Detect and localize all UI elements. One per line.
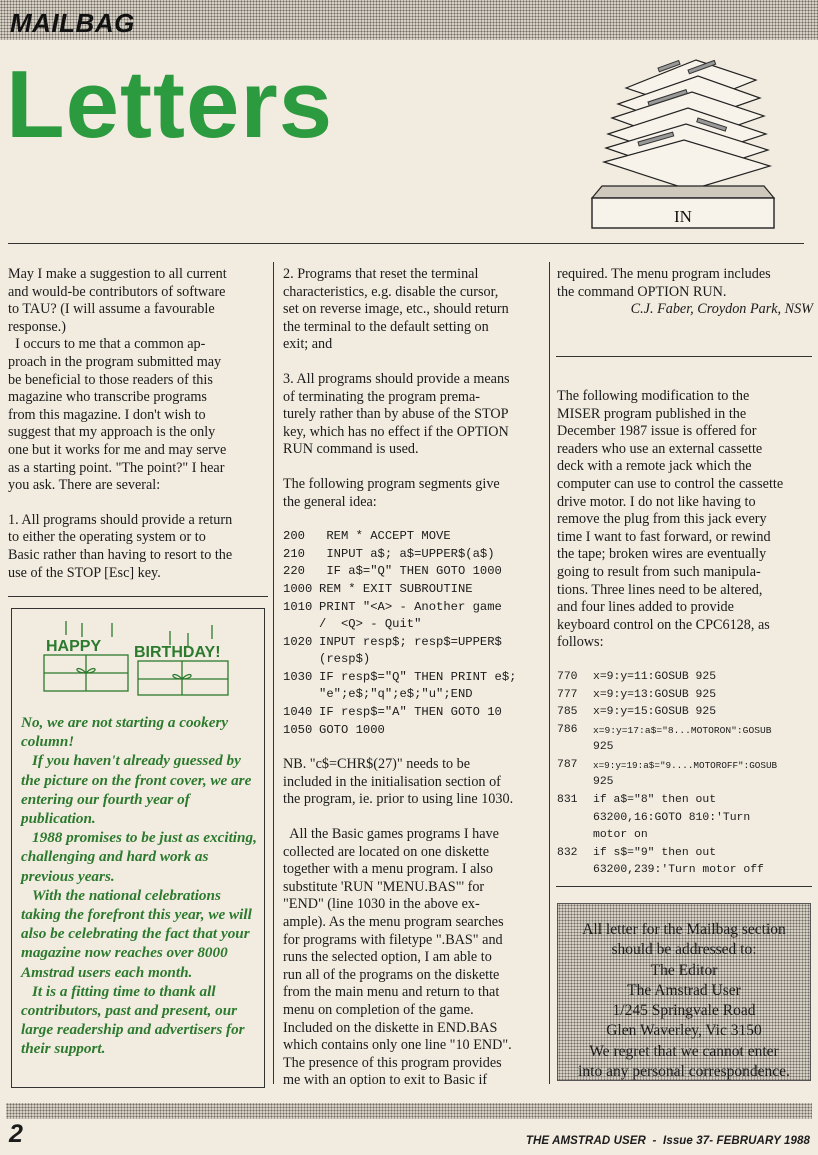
birthday-paragraph: 1988 promises to be just as exciting, challenging and hard work as previous years. [21,829,257,885]
text-line: for programs with filetype ".BAS" and [283,931,503,948]
text-line: and would-be contributors of software [8,283,226,300]
address-line: should be addressed to: [611,941,757,959]
text-line: use of the STOP [Esc] key. [8,564,161,581]
page-headline: Letters [6,51,334,158]
text-line: exit; and [283,336,333,353]
birthday-paragraph: With the national celebrations taking the forefront this year, we will also be celebrating the fact that your magazine now reaches over 8000 Amstrad users each month. [21,886,252,981]
text-line: you ask. There are several: [8,477,161,494]
text-line: The following program segments give [283,475,500,492]
text-line: to either the operating system or to [8,529,206,546]
paper-stack-icon [604,60,770,190]
code-line: / <Q> - Quit" [319,617,422,632]
address-line: The Amstrad User [627,981,741,999]
text-line: MISER program published in the [557,405,747,422]
code-line: 1030 IF resp$="Q" THEN PRINT e$; [283,669,517,684]
text-line: together with a menu program. I also [283,861,493,878]
address-line: into any personal correspondence. [578,1063,790,1081]
text-line: the general idea: [283,493,377,510]
letter2-body [557,388,813,652]
publication-footer: THE AMSTRAD USER - Issue 37- FEBRUARY 1988 [525,1135,810,1147]
text-line: included in the initialisation section of [283,773,501,790]
text-line: keyboard control on the CPC6128, as [557,616,770,633]
birthday-cake-icon [42,619,232,699]
text-line: turely rather than by abuse of the STOP [283,406,509,423]
code-line: 832 if s$="9" then out [557,846,717,859]
text-line: 3. All programs should provide a means [283,370,510,387]
code-line: 200 REM * ACCEPT MOVE [283,529,451,544]
code-line: "e";e$;"q";e$;"u";END [319,687,473,702]
column-2 [283,266,547,1090]
text-line: and four lines added to provide [557,599,734,616]
text-line: characteristics, e.g. disable the cursor, [283,283,499,300]
text-line: which contains only one line "10 END". [283,1037,512,1054]
column-3-rule [556,356,812,357]
code-line: 785 x=9:y=15:GOSUB 925 [557,706,717,719]
text-line: be beneficial to those readers of this [8,371,213,388]
birthday-paragraph: No, we are not starting a cookery column! [21,714,229,751]
code-line: 1010 PRINT "<A> - Another game [283,599,502,614]
text-line: going to result from such manipula- [557,563,761,580]
address-line: Glen Waverley, Vic 3150 [606,1022,762,1040]
point-2 [283,266,547,354]
code-line: 63200,239:'Turn motor off [593,864,764,877]
text-line: set on reverse image, etc., should return [283,301,509,318]
birthday-paragraph: If you haven't already guessed by the picture on the front cover, we are entering our fourth year of publication. [21,752,252,828]
page-number: 2 [9,1120,23,1148]
point-3 [283,371,547,459]
text-line: computer can use to control the cassette [557,475,784,492]
text-line: NB. "c$=CHR$(27)" needs to be [283,756,471,773]
banner-birthday: BIRTHDAY! [134,644,221,661]
text-line: the command OPTION RUN. [557,283,727,300]
code-line: 831 if a$="8" then out [557,794,717,807]
text-line: 1. All programs should provide a return [8,511,233,528]
text-line: tions. Three lines need to be altered, [557,581,763,598]
text-line: magazine who transcribe programs [8,389,207,406]
address-line: 1/245 Springvale Road [612,1002,756,1020]
code-line: 787 x=9:y=19:a$="9....MOTOROFF":GOSUB [557,758,778,771]
text-line: of terminating the program prema- [283,388,480,405]
text-line: December 1987 issue is offered for [557,423,757,440]
code-line: 63200,16:GOTO 810:'Turn [593,811,751,824]
column-divider-2 [549,262,550,1084]
code-line: 1040 IF resp$="A" THEN GOTO 10 [283,705,502,720]
text-line: time I want to fast forward, or rewind [557,528,771,545]
banner-happy: HAPPY [46,638,102,655]
code-line: 210 INPUT a$; a$=UPPER$(a$) [283,546,495,561]
text-line: the program, ie. prior to using line 1030. [283,791,514,808]
text-line: Included on the diskette in END.BAS [283,1019,498,1036]
code-line: motor on [593,829,648,842]
code-line: 925 [593,776,614,789]
column-divider-1 [273,262,274,1084]
tray-box [592,186,774,228]
code-line: 786 x=9:y=17:a$="8...MOTORON":GOSUB [557,723,772,736]
letter1-signature: C.J. Faber, Croydon Park, NSW [630,301,813,318]
code-line: 220 IF a$="Q" THEN GOTO 1000 [283,564,502,579]
text-line: substitute 'RUN "MENU.BAS"' for [283,878,485,895]
basic-games-paragraph [283,826,547,1090]
text-line: deck with a remote jack which the [557,458,752,475]
text-line: suggest that my approach is the only [8,424,216,441]
header-rule [8,243,804,244]
text-line: one but it works for me and may serve [8,441,227,458]
text-line: to TAU? (I will assume a favourable [8,301,215,318]
birthday-paragraph: It is a fitting time to thank all contributors, past and present, our large readership and advertisers for their support. [21,982,245,1058]
tray-label: IN [674,207,692,226]
birthday-notice [11,608,265,1088]
nb-note [283,756,547,809]
code-line: 770 x=9:y=11:GOSUB 925 [557,670,717,683]
code-line: (resp$) [319,652,371,667]
address-box [557,903,811,1081]
text-line: key, which has no effect if the OPTION [283,423,509,440]
text-line: RUN command is used. [283,441,419,458]
text-line: All the Basic games programs I have [283,826,499,843]
text-line: The following modification to the [557,388,750,404]
column-3 [557,266,813,319]
address-line: All letter for the Mailbag section [582,921,786,938]
text-line: "END" (line 1030 in the above ex- [283,896,480,913]
in-tray-illustration [588,58,778,234]
letter1-conclusion [557,266,813,319]
text-line: proach in the program submitted may [8,353,222,370]
text-line: the terminal to the default setting on [283,318,489,335]
address-line: We regret that we cannot enter [589,1042,779,1060]
code-listing-2 [557,669,813,880]
text-line: Basic rather than having to resort to the [8,546,233,563]
code-line: 1050 GOTO 1000 [283,722,385,737]
text-line: runs the selected option, I am able to [283,949,492,966]
text-line: required. The menu program includes [557,266,771,282]
text-line: May I make a suggestion to all current [8,266,227,282]
text-line: follows: [557,634,604,651]
text-line: drive motor. I do not like having to [557,493,756,510]
text-line: ample). As the menu program searches [283,914,504,930]
text-line: menu on completion of the game. [283,1001,474,1018]
text-line: me with an option to exit to Basic if [283,1072,488,1089]
code-line: 1000 REM * EXIT SUBROUTINE [283,581,473,596]
code-rule [556,886,812,887]
text-line: 2. Programs that reset the terminal [283,266,479,282]
text-line: from this magazine. I don't wish to [8,406,206,423]
birthday-message [21,713,257,1059]
point-1 [8,512,270,582]
code-listing-1 [283,528,547,739]
text-line: I occurs to me that a common ap- [8,336,206,353]
address-line: The Editor [650,961,718,979]
column-1 [8,266,270,582]
text-line: the tape; broken wires are eventually [557,546,767,563]
text-line: run all of the programs on the diskette [283,966,500,983]
text-line: response.) [8,318,66,335]
letter1-intro [8,266,270,495]
code-line: 1020 INPUT resp$; resp$=UPPER$ [283,634,502,649]
code-line: 777 x=9:y=13:GOSUB 925 [557,688,717,701]
text-line: from the main menu and return to that [283,984,500,1001]
text-line: remove the plug from this jack every [557,511,767,528]
code-line: 925 [593,741,614,754]
text-line: readers who use an external cassette [557,440,763,457]
code-intro [283,476,547,511]
letter2 [557,388,813,880]
column-1-rule [8,596,268,597]
section-title: MAILBAG [10,8,135,38]
text-line: The presence of this program provides [283,1054,502,1071]
text-line: as a starting point. "The point?" I hear [8,459,225,476]
text-line: collected are located on one diskette [283,843,490,860]
footer-band [6,1103,812,1119]
